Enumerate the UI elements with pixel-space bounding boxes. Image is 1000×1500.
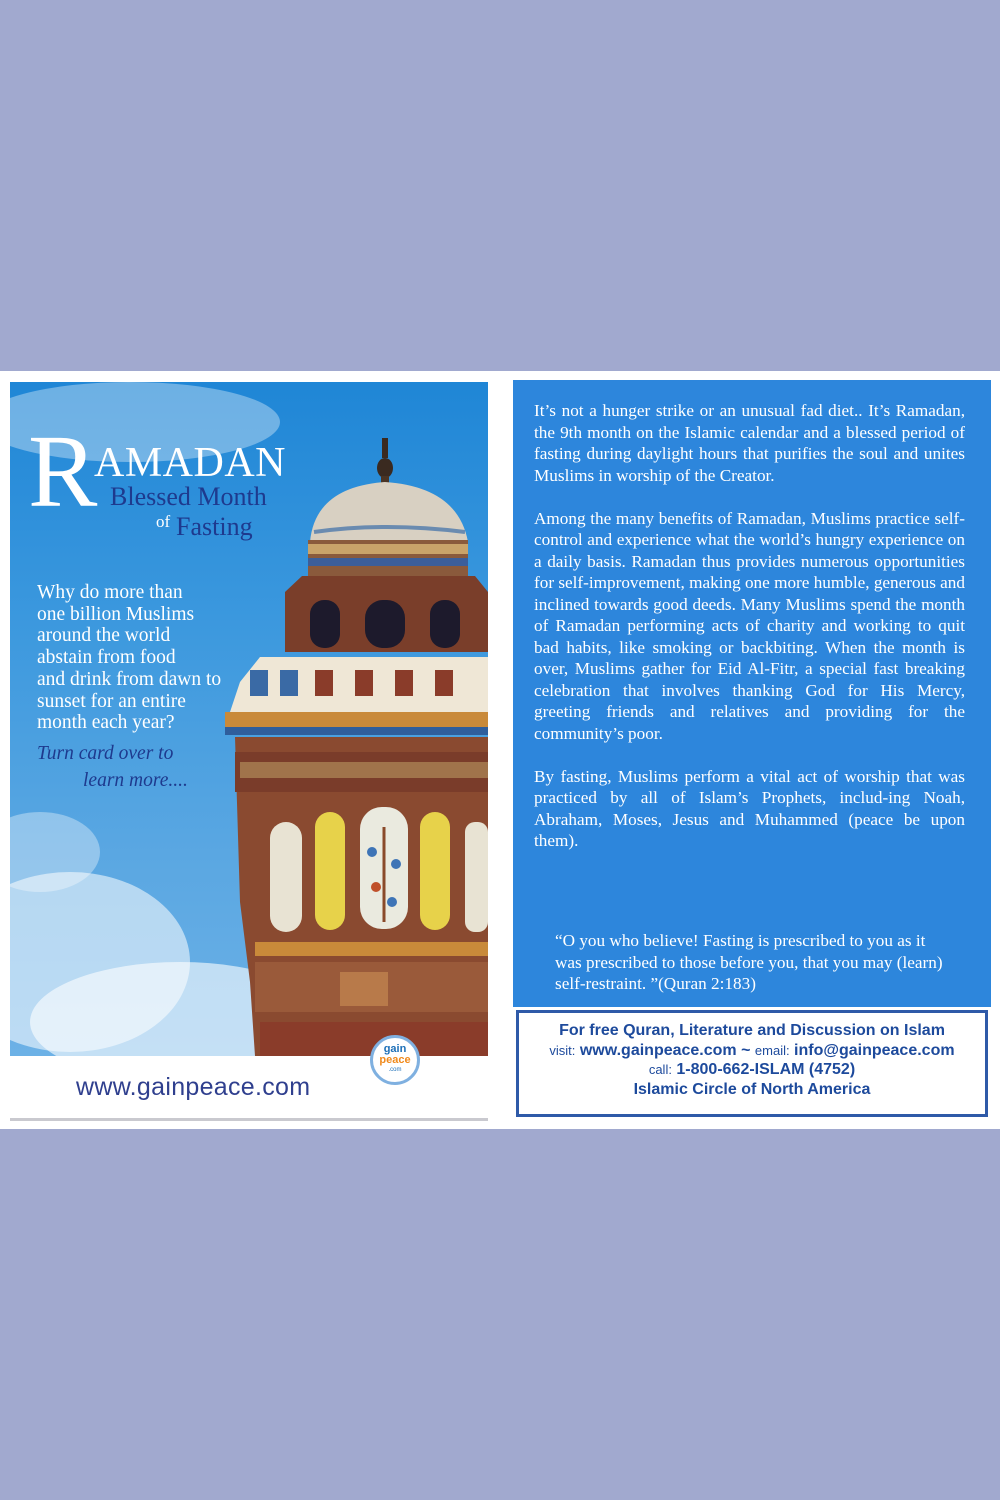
front-divider: [10, 1118, 488, 1121]
subtitle-line1: Blessed Month: [110, 482, 267, 511]
email-link[interactable]: info@gainpeace.com: [794, 1041, 955, 1059]
logo-gain-text: gain: [383, 1043, 407, 1055]
question-line: and drink from dawn to: [37, 668, 222, 690]
phone-number[interactable]: 1-800-662-ISLAM (4752): [676, 1061, 856, 1078]
card-sheet: [0, 371, 1000, 1129]
visit-label: visit:: [549, 1042, 576, 1058]
back-paragraph: Among the many benefits of Ramadan, Muslims practice self-control and experience what the world’s hungry experience on a daily basis. Ramadan thus provides numerous opportunities for self-improvement, making one more humble, generous and inclined towards good deeds. Many Muslims spend the month of Ramadan performing acts of charity and working to quit bad habits, like smoking or backbiting. When the month is over, Muslims gather for Eid Al-Fitr, a special fast breaking celebration that involves thanking God for His Mercy, greeting friends and relatives and providing for the community’s poor.: [534, 508, 965, 743]
title-text: AMADAN: [94, 440, 286, 486]
minaret-photo: [10, 382, 488, 1056]
back-body: [534, 400, 965, 873]
question-text: [37, 582, 257, 734]
call-label: call:: [648, 1062, 672, 1077]
title-initial: R: [28, 414, 98, 529]
contact-separator: ~: [741, 1041, 751, 1059]
question-line: Why do more than: [37, 582, 183, 603]
question-line: month each year?: [37, 712, 175, 734]
question-line: sunset for an entire: [37, 690, 186, 712]
back-paragraph: By fasting, Muslims perform a vital act of worship that was practiced by all of Islam’s Prophets, includ-ing Noah, Abraham, Moses, Jesus and Muhammed (peace be upon them).: [534, 766, 965, 850]
subtitle-line2: Fasting: [176, 512, 253, 541]
front-card: [10, 382, 488, 1122]
gainpeace-logo: [370, 1035, 420, 1085]
question-line: around the world: [37, 625, 171, 647]
subtitle-of: of: [156, 512, 171, 531]
contact-box: [513, 1007, 991, 1120]
organization-name: Islamic Circle of North America: [633, 1080, 871, 1098]
contact-headline: For free Quran, Literature and Discussion on Islam: [559, 1022, 945, 1039]
question-line: abstain from food: [37, 647, 176, 669]
email-label: email:: [754, 1042, 790, 1058]
contact-call-line: [519, 1060, 985, 1080]
turn-over-line1: Turn card over to: [37, 743, 174, 764]
question-line: one billion Muslims: [37, 603, 195, 625]
quran-verse: “O you who believe! Fasting is prescribed to you as it was prescribed to those before you, that you may (learn) self-restraint. ”(Quran 2:183): [555, 931, 943, 993]
logo-peace-text: peace: [379, 1054, 411, 1066]
contact-box-border: [516, 1010, 988, 1117]
front-website-link[interactable]: www.gainpeace.com: [76, 1073, 311, 1101]
back-paragraph: It’s not a hunger strike or an unusual fad diet.. It’s Ramadan, the 9th month on the Islamic calendar and a blessed period of fasting during daylight hours that purifies the soul and unites Muslims in worship of the Creator.: [534, 401, 965, 485]
visit-website-link[interactable]: www.gainpeace.com: [579, 1041, 737, 1059]
turn-over-line2: learn more....: [83, 770, 188, 791]
back-card: [513, 380, 991, 1120]
contact-visit-line: [519, 1041, 985, 1061]
logo-com-text: .com: [388, 1067, 402, 1073]
